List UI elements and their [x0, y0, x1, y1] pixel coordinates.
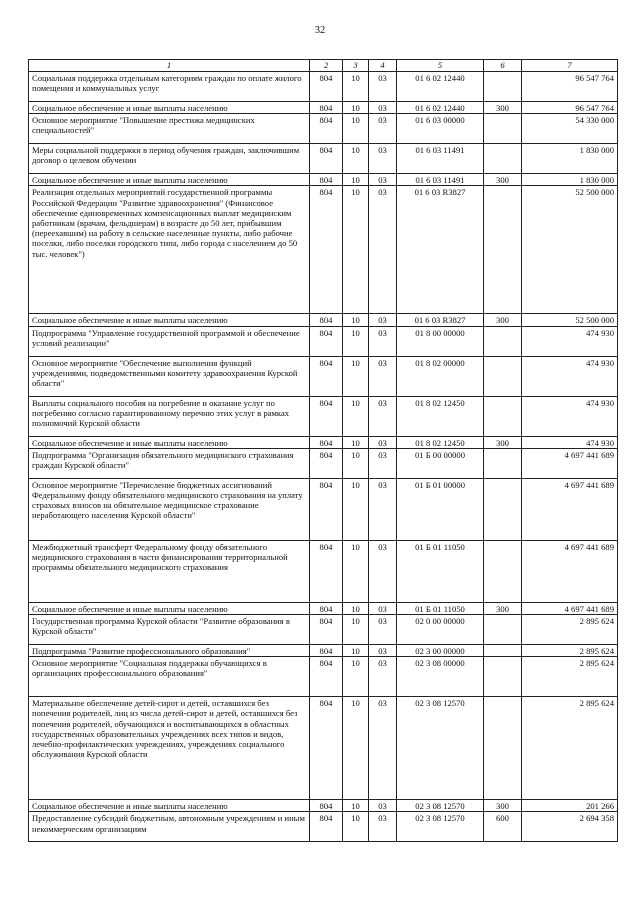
expense-type-cell: 300	[484, 800, 522, 812]
expense-type-cell	[484, 114, 522, 144]
target-article-cell: 01 8 02 12450	[397, 436, 484, 448]
column-header-5: 5	[397, 60, 484, 72]
admin-code-cell: 804	[310, 697, 343, 800]
subsection-cell: 03	[369, 314, 397, 326]
expense-type-cell	[484, 645, 522, 657]
target-article-cell: 01 6 03 R3827	[397, 314, 484, 326]
admin-code-cell: 804	[310, 72, 343, 102]
target-article-cell: 01 6 03 R3827	[397, 186, 484, 314]
expense-type-cell	[484, 144, 522, 174]
subsection-cell: 03	[369, 645, 397, 657]
column-header-4: 4	[369, 60, 397, 72]
row-name-cell: Межбюджетный трансферт Федеральному фонду обязательного медицинского страхования в части финансирования территориальной программы обязательного медицинского страхования	[29, 540, 310, 602]
admin-code-cell: 804	[310, 800, 343, 812]
row-name-cell: Меры социальной поддержки в период обучения граждан, заключившим договор о целевом обучении	[29, 144, 310, 174]
subsection-cell: 03	[369, 800, 397, 812]
subsection-cell: 03	[369, 114, 397, 144]
amount-cell: 4 697 441 689	[522, 540, 618, 602]
subsection-cell: 03	[369, 812, 397, 842]
amount-cell: 2 895 624	[522, 657, 618, 697]
expense-type-cell	[484, 615, 522, 645]
expense-type-cell	[484, 540, 522, 602]
expense-type-cell: 600	[484, 812, 522, 842]
row-name-cell: Основное мероприятие "Социальная поддержка обучающихся в организациях профессионального образования"	[29, 657, 310, 697]
target-article-cell: 02 0 00 00000	[397, 615, 484, 645]
admin-code-cell: 804	[310, 356, 343, 396]
subsection-cell: 03	[369, 144, 397, 174]
row-name-cell: Социальное обеспечение и иные выплаты населению	[29, 174, 310, 186]
row-name-cell: Реализация отдельных мероприятий государственной программы Российской Федерации "Развитие здравоохранения" (Финансовое обеспечение единовременных компенсационных выплат медицинским работникам (врачам, фельдшерам) в возрасте до 50 лет, прибывшим (переехавшим) на работу в сельские населенные пункты, либо рабочие поселки, либо поселки городского типа, либо города с населением до 50 тыс. человек")	[29, 186, 310, 314]
row-name-cell: Социальное обеспечение и иные выплаты населению	[29, 436, 310, 448]
section-cell: 10	[343, 396, 369, 436]
amount-cell: 2 694 358	[522, 812, 618, 842]
subsection-cell: 03	[369, 186, 397, 314]
admin-code-cell: 804	[310, 314, 343, 326]
target-article-cell: 02 3 08 12570	[397, 800, 484, 812]
section-cell: 10	[343, 436, 369, 448]
target-article-cell: 02 3 08 12570	[397, 812, 484, 842]
amount-cell: 54 330 000	[522, 114, 618, 144]
target-article-cell: 01 Б 00 00000	[397, 448, 484, 478]
admin-code-cell: 804	[310, 326, 343, 356]
table-row	[29, 800, 618, 812]
amount-cell: 52 500 000	[522, 314, 618, 326]
expense-type-cell: 300	[484, 436, 522, 448]
column-header-6: 6	[484, 60, 522, 72]
amount-cell: 96 547 764	[522, 72, 618, 102]
amount-cell: 96 547 764	[522, 102, 618, 114]
table-row	[29, 396, 618, 436]
subsection-cell: 03	[369, 540, 397, 602]
expense-type-cell	[484, 186, 522, 314]
admin-code-cell: 804	[310, 657, 343, 697]
section-cell: 10	[343, 448, 369, 478]
page-number: 32	[314, 25, 326, 36]
amount-cell: 4 697 441 689	[522, 602, 618, 614]
row-name-cell: Основное мероприятие "Повышение престижа медицинских специальностей"	[29, 114, 310, 144]
target-article-cell: 02 3 08 12570	[397, 697, 484, 800]
amount-cell: 52 500 000	[522, 186, 618, 314]
admin-code-cell: 804	[310, 615, 343, 645]
amount-cell: 474 930	[522, 326, 618, 356]
target-article-cell: 01 Б 01 00000	[397, 478, 484, 540]
section-cell: 10	[343, 356, 369, 396]
section-cell: 10	[343, 540, 369, 602]
amount-cell: 1 830 000	[522, 174, 618, 186]
section-cell: 10	[343, 800, 369, 812]
column-header-3: 3	[343, 60, 369, 72]
table-row	[29, 615, 618, 645]
admin-code-cell: 804	[310, 114, 343, 144]
amount-cell: 2 895 624	[522, 615, 618, 645]
admin-code-cell: 804	[310, 436, 343, 448]
expense-type-cell: 300	[484, 174, 522, 186]
section-cell: 10	[343, 72, 369, 102]
table-row	[29, 356, 618, 396]
section-cell: 10	[343, 697, 369, 800]
row-name-cell: Основное мероприятие "Обеспечение выполнения функций учреждениями, подведомственными комитету здравоохранения Курской области"	[29, 356, 310, 396]
row-name-cell: Подпрограмма "Управление государственной программой и обеспечение условий реализации"	[29, 326, 310, 356]
table-row	[29, 540, 618, 602]
budget-table	[28, 59, 618, 842]
section-cell: 10	[343, 314, 369, 326]
admin-code-cell: 804	[310, 396, 343, 436]
target-article-cell: 01 6 03 11491	[397, 144, 484, 174]
table-row	[29, 645, 618, 657]
section-cell: 10	[343, 174, 369, 186]
column-header-2: 2	[310, 60, 343, 72]
table-row	[29, 186, 618, 314]
subsection-cell: 03	[369, 326, 397, 356]
target-article-cell: 01 8 02 00000	[397, 356, 484, 396]
row-name-cell: Социальное обеспечение и иные выплаты населению	[29, 800, 310, 812]
admin-code-cell: 804	[310, 478, 343, 540]
amount-cell: 4 697 441 689	[522, 448, 618, 478]
subsection-cell: 03	[369, 72, 397, 102]
subsection-cell: 03	[369, 356, 397, 396]
admin-code-cell: 804	[310, 174, 343, 186]
subsection-cell: 03	[369, 657, 397, 697]
expense-type-cell	[484, 478, 522, 540]
section-cell: 10	[343, 478, 369, 540]
row-name-cell: Выплаты социального пособия на погребение и оказание услуг по погребению согласно гарантированному перечню этих услуг в рамках полномочий Курской области	[29, 396, 310, 436]
amount-cell: 201 266	[522, 800, 618, 812]
expense-type-cell	[484, 697, 522, 800]
column-header-1: 1	[29, 60, 310, 72]
target-article-cell: 02 3 08 00000	[397, 657, 484, 697]
section-cell: 10	[343, 326, 369, 356]
table-row	[29, 602, 618, 614]
table-row	[29, 174, 618, 186]
budget-table-container	[28, 59, 617, 842]
expense-type-cell	[484, 448, 522, 478]
admin-code-cell: 804	[310, 540, 343, 602]
expense-type-cell: 300	[484, 314, 522, 326]
row-name-cell: Государственная программа Курской области "Развитие образования в Курской области"	[29, 615, 310, 645]
target-article-cell: 01 8 02 12450	[397, 396, 484, 436]
table-row	[29, 326, 618, 356]
row-name-cell: Подпрограмма "Организация обязательного медицинского страхования граждан Курской области"	[29, 448, 310, 478]
header-row	[29, 60, 618, 72]
row-name-cell: Основное мероприятие "Перечисление бюджетных ассигнований Федеральному фонду обязательного медицинского страхования на уплату страховых взносов на обязательное медицинское страхование неработающего населения Курской области"	[29, 478, 310, 540]
amount-cell: 4 697 441 689	[522, 478, 618, 540]
table-row	[29, 436, 618, 448]
subsection-cell: 03	[369, 448, 397, 478]
subsection-cell: 03	[369, 102, 397, 114]
section-cell: 10	[343, 114, 369, 144]
admin-code-cell: 804	[310, 812, 343, 842]
row-name-cell: Материальное обеспечение детей-сирот и детей, оставшихся без попечения родителей, лиц из числа детей-сирот и детей, оставшихся без попечения родителей, обучающихся и воспитывающихся в областных государственных образовательных учреждениях всех типов и видов, лечебно-профилактических учреждениях, учреждениях социального обслуживания Курской области	[29, 697, 310, 800]
row-name-cell: Социальное обеспечение и иные выплаты населению	[29, 602, 310, 614]
table-body	[29, 72, 618, 842]
amount-cell: 2 895 624	[522, 697, 618, 800]
table-row	[29, 102, 618, 114]
row-name-cell: Социальное обеспечение и иные выплаты населению	[29, 102, 310, 114]
admin-code-cell: 804	[310, 448, 343, 478]
admin-code-cell: 804	[310, 186, 343, 314]
target-article-cell: 01 6 02 12440	[397, 102, 484, 114]
subsection-cell: 03	[369, 436, 397, 448]
amount-cell: 2 895 624	[522, 645, 618, 657]
row-name-cell: Социальное обеспечение и иные выплаты населению	[29, 314, 310, 326]
table-row	[29, 448, 618, 478]
target-article-cell: 01 6 03 11491	[397, 174, 484, 186]
subsection-cell: 03	[369, 615, 397, 645]
expense-type-cell	[484, 72, 522, 102]
expense-type-cell	[484, 396, 522, 436]
expense-type-cell: 300	[484, 102, 522, 114]
section-cell: 10	[343, 602, 369, 614]
table-row	[29, 314, 618, 326]
table-row	[29, 657, 618, 697]
table-row	[29, 114, 618, 144]
target-article-cell: 01 Б 01 11050	[397, 602, 484, 614]
target-article-cell: 01 6 02 12440	[397, 72, 484, 102]
table-row	[29, 478, 618, 540]
target-article-cell: 01 Б 01 11050	[397, 540, 484, 602]
expense-type-cell	[484, 356, 522, 396]
amount-cell: 474 930	[522, 396, 618, 436]
target-article-cell: 01 8 00 00000	[397, 326, 484, 356]
section-cell: 10	[343, 645, 369, 657]
subsection-cell: 03	[369, 478, 397, 540]
table-row	[29, 697, 618, 800]
section-cell: 10	[343, 102, 369, 114]
subsection-cell: 03	[369, 396, 397, 436]
section-cell: 10	[343, 144, 369, 174]
amount-cell: 1 830 000	[522, 144, 618, 174]
row-name-cell: Предоставление субсидий бюджетным, автономным учреждениям и иным некоммерческим организациям	[29, 812, 310, 842]
section-cell: 10	[343, 812, 369, 842]
subsection-cell: 03	[369, 174, 397, 186]
admin-code-cell: 804	[310, 645, 343, 657]
section-cell: 10	[343, 657, 369, 697]
expense-type-cell	[484, 326, 522, 356]
table-row	[29, 144, 618, 174]
row-name-cell: Социальная поддержка отдельным категориям граждан по оплате жилого помещения и коммунальных услуг	[29, 72, 310, 102]
admin-code-cell: 804	[310, 602, 343, 614]
expense-type-cell	[484, 657, 522, 697]
section-cell: 10	[343, 186, 369, 314]
admin-code-cell: 804	[310, 102, 343, 114]
subsection-cell: 03	[369, 697, 397, 800]
table-row	[29, 72, 618, 102]
amount-cell: 474 930	[522, 356, 618, 396]
row-name-cell: Подпрограмма "Развитие профессионального образования"	[29, 645, 310, 657]
section-cell: 10	[343, 615, 369, 645]
expense-type-cell: 300	[484, 602, 522, 614]
table-row	[29, 812, 618, 842]
target-article-cell: 02 3 00 00000	[397, 645, 484, 657]
admin-code-cell: 804	[310, 144, 343, 174]
column-header-7: 7	[522, 60, 618, 72]
subsection-cell: 03	[369, 602, 397, 614]
target-article-cell: 01 6 03 00000	[397, 114, 484, 144]
amount-cell: 474 930	[522, 436, 618, 448]
